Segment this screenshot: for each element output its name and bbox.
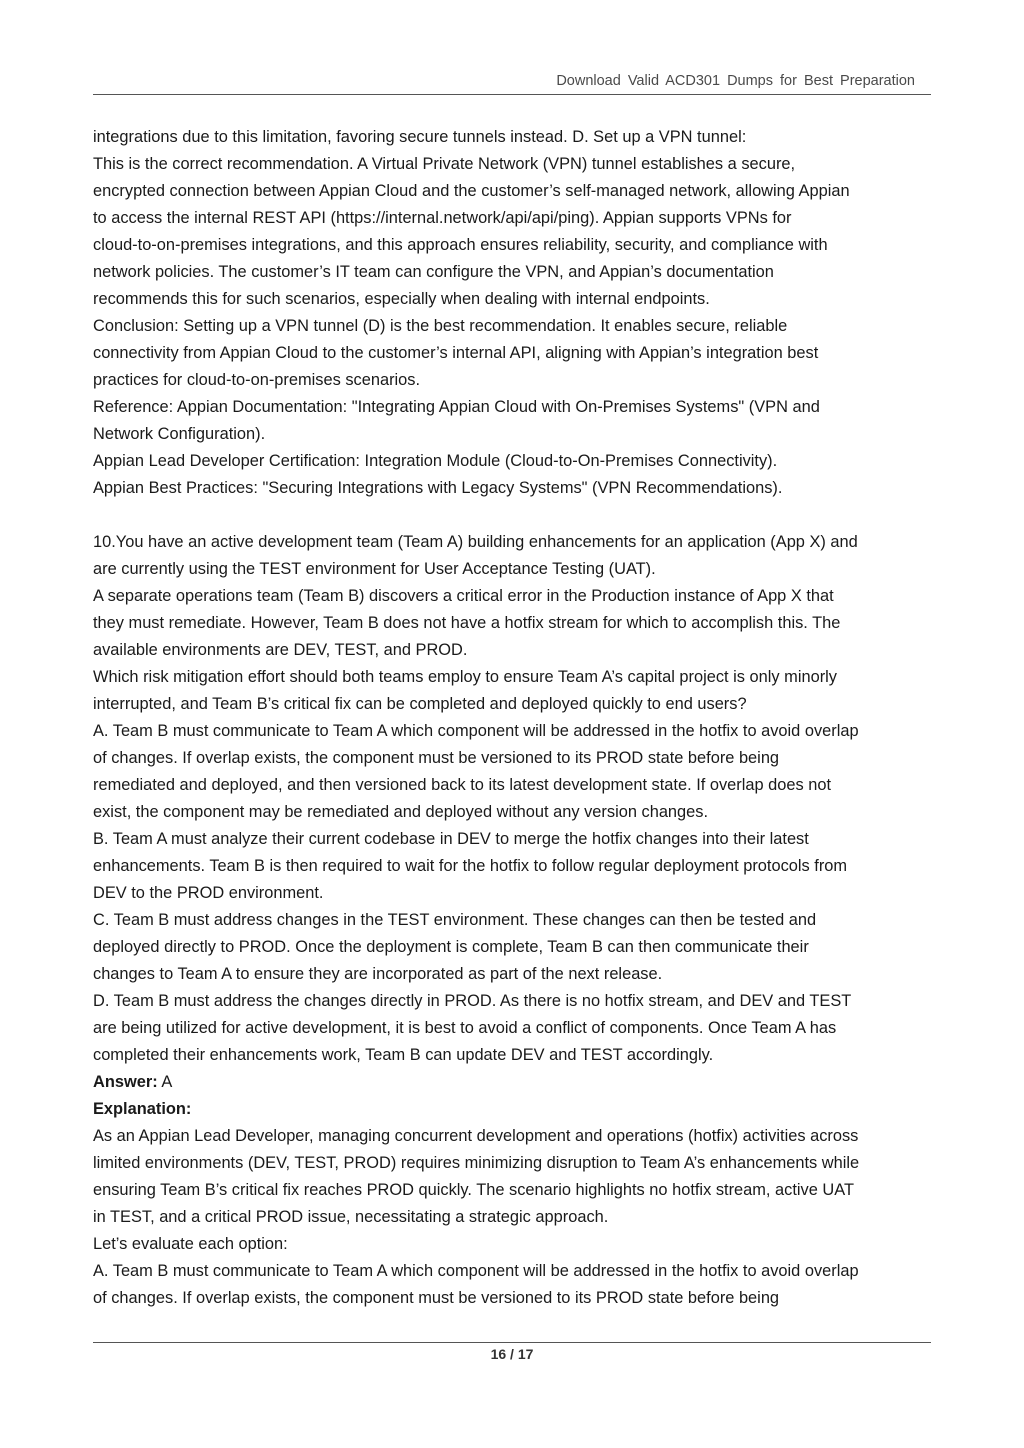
text-line: connectivity from Appian Cloud to the customer’s internal API, aligning with Appian’s integration best [93, 344, 819, 362]
text-line: are being utilized for active development, it is best to avoid a conflict of components. Once Team A has [93, 1019, 837, 1037]
text-line: This is the correct recommendation. A Virtual Private Network (VPN) tunnel establishes a secure, [93, 155, 796, 173]
text-line: Let’s evaluate each option: [93, 1235, 288, 1253]
explanation-label: Explanation: [93, 1100, 192, 1118]
text-line: available environments are DEV, TEST, and PROD. [93, 641, 468, 659]
page-header [93, 70, 931, 95]
text-line: B. Team A must analyze their current codebase in DEV to merge the hotfix changes into their latest [93, 830, 809, 848]
text-line: encrypted connection between Appian Cloud and the customer’s self-managed network, allowing Appian [93, 182, 850, 200]
document-body [93, 124, 938, 1312]
text-line: network policies. The customer’s IT team can configure the VPN, and Appian’s documentation [93, 263, 774, 281]
text-line: D. Team B must address the changes directly in PROD. As there is no hotfix stream, and DEV and TEST [93, 992, 852, 1010]
text-block-1 [93, 124, 938, 1069]
text-line: of changes. If overlap exists, the component must be versioned to its PROD state before being [93, 749, 780, 767]
text-line: Appian Best Practices: "Securing Integrations with Legacy Systems" (VPN Recommendations). [93, 479, 783, 497]
page-number: 16 / 17 [490, 1346, 534, 1362]
text-line: DEV to the PROD environment. [93, 884, 324, 902]
text-line: changes to Team A to ensure they are incorporated as part of the next release. [93, 965, 663, 983]
text-line: integrations due to this limitation, favoring secure tunnels instead. D. Set up a VPN tunnel: [93, 128, 747, 146]
text-line: they must remediate. However, Team B does not have a hotfix stream for which to accomplish this. The [93, 614, 841, 632]
text-line: Reference: Appian Documentation: "Integrating Appian Cloud with On-Premises Systems" (VPN and [93, 398, 820, 416]
text-line: Appian Lead Developer Certification: Integration Module (Cloud-to-On-Premises Connectivity). [93, 452, 778, 470]
text-line: in TEST, and a critical PROD issue, necessitating a strategic approach. [93, 1208, 609, 1226]
text-line: As an Appian Lead Developer, managing concurrent development and operations (hotfix) activities across [93, 1127, 859, 1145]
answer-label: Answer: [93, 1073, 158, 1091]
text-line: A. Team B must communicate to Team A which component will be addressed in the hotfix to avoid overlap [93, 722, 859, 740]
text-line: Network Configuration). [93, 425, 266, 443]
text-line: interrupted, and Team B’s critical fix can be completed and deployed quickly to end users? [93, 695, 747, 713]
text-line: of changes. If overlap exists, the component must be versioned to its PROD state before being [93, 1289, 780, 1307]
text-line: practices for cloud-to-on-premises scenarios. [93, 371, 421, 389]
text-line: remediated and deployed, and then versioned back to its latest development state. If overlap does not [93, 776, 832, 794]
blank-line [93, 502, 938, 529]
text-line: 10.You have an active development team (Team A) building enhancements for an application (App X) and [93, 533, 858, 551]
text-line: completed their enhancements work, Team B can update DEV and TEST accordingly. [93, 1046, 714, 1064]
text-line: exist, the component may be remediated and deployed without any version changes. [93, 803, 709, 821]
text-line: enhancements. Team B is then required to wait for the hotfix to follow regular deployment protocols from [93, 857, 848, 875]
text-line: recommends this for such scenarios, especially when dealing with internal endpoints. [93, 290, 710, 308]
text-block-2 [93, 1123, 938, 1312]
text-line: C. Team B must address changes in the TEST environment. These changes can then be tested and [93, 911, 817, 929]
text-line: A separate operations team (Team B) discovers a critical error in the Production instance of App X that [93, 587, 834, 605]
text-line: to access the internal REST API (https://internal.network/api/api/ping). Appian supports VPNs for [93, 209, 792, 227]
header-text: Download Valid ACD301 Dumps for Best Preparation [556, 73, 915, 89]
answer-line [93, 1069, 938, 1096]
text-line: limited environments (DEV, TEST, PROD) requires minimizing disruption to Team A’s enhancements while [93, 1154, 860, 1172]
text-line: A. Team B must communicate to Team A which component will be addressed in the hotfix to avoid overlap [93, 1262, 859, 1280]
text-line: Conclusion: Setting up a VPN tunnel (D) is the best recommendation. It enables secure, reliable [93, 317, 788, 335]
text-line: deployed directly to PROD. Once the deployment is complete, Team B can then communicate their [93, 938, 809, 956]
text-line: are currently using the TEST environment for User Acceptance Testing (UAT). [93, 560, 656, 578]
answer-value: A [157, 1073, 173, 1091]
footer-rule [93, 1342, 931, 1343]
text-line: cloud-to-on-premises integrations, and this approach ensures reliability, security, and compliance with [93, 236, 828, 254]
text-line: Which risk mitigation effort should both teams employ to ensure Team A’s capital project is only minorly [93, 668, 837, 686]
text-line: ensuring Team B’s critical fix reaches PROD quickly. The scenario highlights no hotfix stream, active UAT [93, 1181, 854, 1199]
